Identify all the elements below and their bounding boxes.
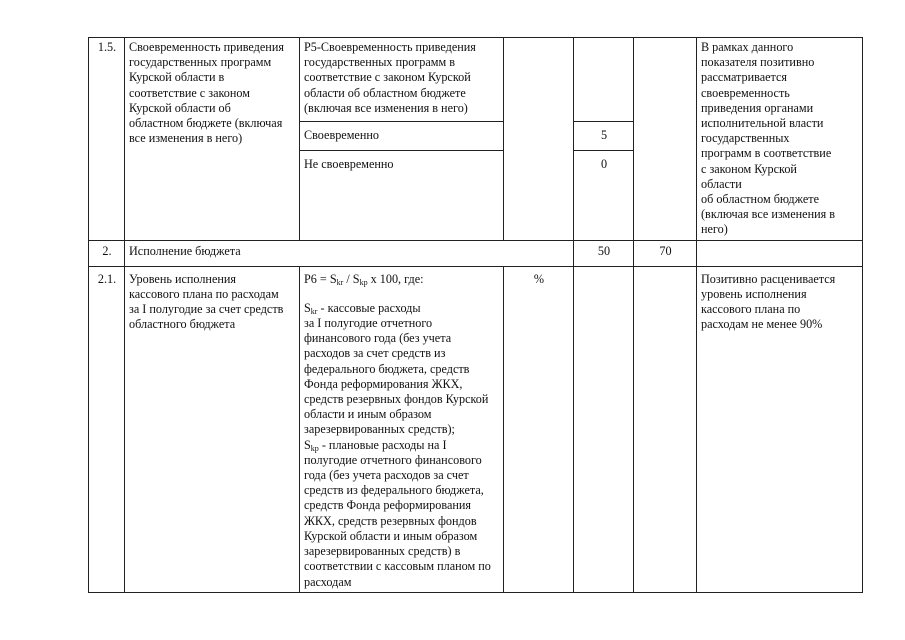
unit-cell [504,38,574,241]
formula-cell: Р5-Своевременность приведения государственных программ в соответствие с законом Курской области об областном бюджете (включая все изменения в него) [300,38,504,122]
skp-description: полугодие отчетного финансового года (без учета расходов за счет средств из федерального бюджета, средств Фонда реформирования ЖКХ, средств резервных фондов Курской области и иным образом зарезервированных средств) в соответствии с кассовым планом по расходам [304,452,491,589]
skp-text: - плановые расходы на I [318,437,447,452]
indicator-name: Своевременность приведения государственных программ Курской области в соответствие с законом Курской области об областном бюджете (включая все изменения в него) [125,38,300,241]
skp-symbol: S [304,437,311,452]
skr-description: за I полугодие отчетного финансового года (без учета расходов за счет средств из федерального бюджета, средств Фонда реформирования ЖКХ, средств резервных фондов Курской области и иным образом зарезервированных средств); [304,316,489,437]
formula-head: Р6 = S [304,271,337,286]
row-number: 2.1. [89,266,125,592]
section-comment-empty [697,240,863,266]
skp-definition [304,438,500,453]
formula-tail: х 100, где: [367,271,424,286]
skr-text: - кассовые расходы [317,300,421,315]
section-score-b: 70 [634,240,697,266]
table-row-2-1 [89,266,863,592]
skp-subscript: kp [310,443,319,453]
row-number: 2. [89,240,125,266]
formula-line [304,272,500,287]
section-score-a: 50 [574,240,634,266]
criterion-label: Не своевременно [300,150,504,240]
formula-subscript: kp [359,277,368,287]
evaluation-table [88,37,863,593]
row-number: 1.5. [89,38,125,241]
skr-symbol: S [304,300,311,315]
score-b-cell [634,266,697,592]
table-row-2 [89,240,863,266]
comment-cell: В рамках данного показателя позитивно рассматривается своевременность приведения органами исполнительной власти государственных программ в соответствие с законом Курской области об областном бюджете (включая все изменения в него) [697,38,863,241]
formula-mid: / S [343,271,360,286]
criterion-score: 5 [574,121,634,150]
section-title: Исполнение бюджета [125,240,574,266]
formula-subscript: kr [336,277,344,287]
score-b-cell [634,38,697,241]
skr-definition [304,301,500,316]
score-a-cell [574,266,634,592]
comment-cell: Позитивно расценивается уровень исполнения кассового плана по расходам не менее 90% [697,266,863,592]
unit-cell: % [504,266,574,592]
indicator-name: Уровень исполнения кассового плана по расходам за I полугодие за счет средств областного бюджета [125,266,300,592]
table-row-1-5 [89,38,863,122]
formula-cell [300,266,504,592]
criterion-score: 0 [574,150,634,240]
skr-subscript: kr [310,306,318,316]
criterion-label: Своевременно [300,121,504,150]
score-cell-empty [574,38,634,122]
